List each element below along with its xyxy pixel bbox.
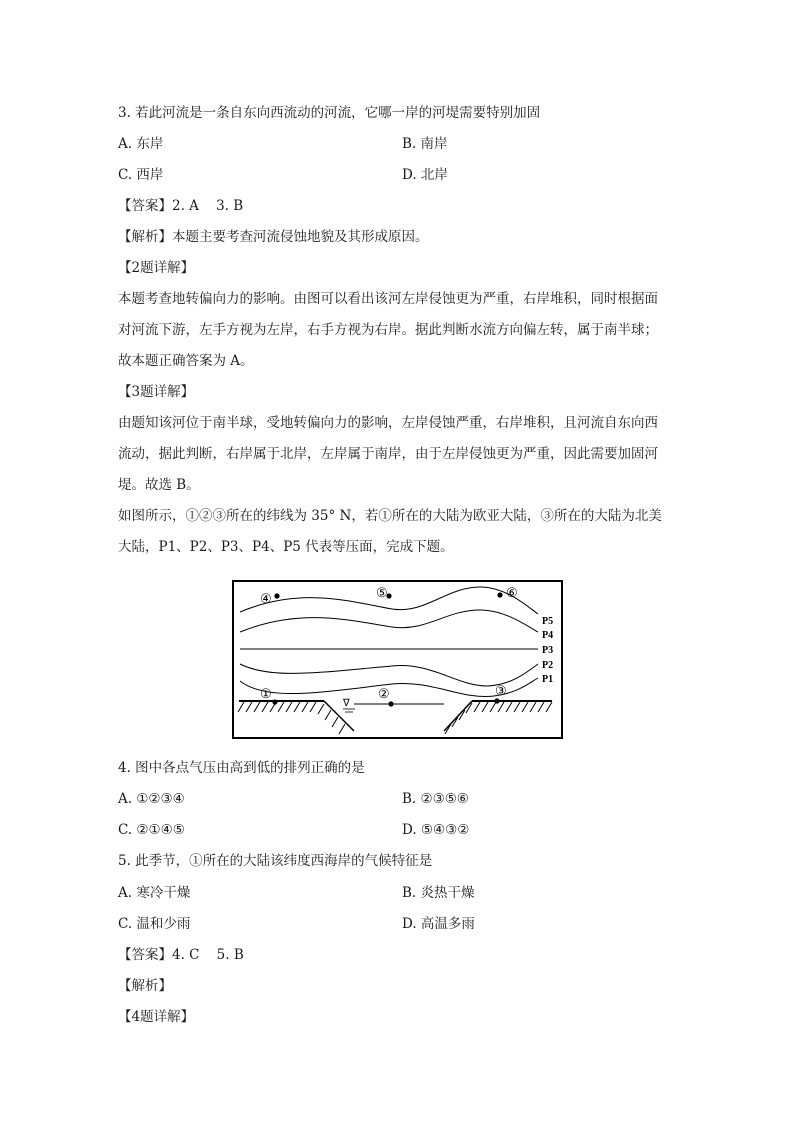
q4-option-a: A. ①②③④ (118, 791, 185, 807)
point-3-label: ③ (495, 683, 507, 698)
point-6-dot (497, 592, 502, 597)
q3-option-a: A. 东岸 (118, 136, 164, 152)
detail2-line: 对河流下游，左手方视为左岸，右手方视为右岸。据此判断水流方向偏左转，属于南半球； (118, 322, 658, 338)
point-4-label: ④ (260, 591, 272, 606)
label-p5: P5 (542, 616, 554, 627)
figure-frame (233, 581, 562, 738)
answer-2-3: 【答案】2. A 3. B (118, 198, 244, 214)
detail2-line: 故本题正确答案为 A。 (118, 353, 254, 369)
water-level-symbol: ∇ (343, 698, 350, 709)
q3-option-d: D. 北岸 (402, 167, 448, 183)
point-1-label: ① (260, 686, 272, 701)
intro-line: 大陆，P1、P2、P3、P4、P5 代表等压面，完成下题。 (118, 539, 454, 555)
q5-option-b: B. 炎热干燥 (402, 885, 475, 901)
label-p1: P1 (542, 674, 554, 685)
q5-stem: 5. 此季节，①所在的大陆该纬度西海岸的气候特征是 (118, 853, 433, 869)
point-5-label: ⑤ (376, 585, 388, 600)
detail2-line: 本题考查地转偏向力的影响。由图可以看出该河左岸侵蚀更为严重，右岸堆积，同时根据面 (118, 291, 658, 307)
detail3-heading: 【3题详解】 (118, 384, 195, 400)
label-p2: P2 (542, 660, 554, 671)
q3-stem: 3. 若此河流是一条自东向西流动的河流，它哪一岸的河堤需要特别加固 (118, 105, 541, 121)
analysis-4-5: 【解析】 (118, 978, 172, 994)
point-2-dot (388, 701, 393, 706)
analysis-2-3: 【解析】本题主要考查河流侵蚀地貌及其形成原因。 (118, 229, 429, 245)
q4-stem: 4. 图中各点气压由高到低的排列正确的是 (118, 760, 365, 776)
intro-line: 如图所示，①②③所在的纬线为 35° N，若①所在的大陆为欧亚大陆，③所在的大陆为北美 (118, 508, 662, 524)
q3-option-c: C. 西岸 (118, 167, 164, 183)
point-4-dot (274, 593, 279, 598)
detail3-line: 流动，据此判断，右岸属于北岸，左岸属于南岸，由于左岸侵蚀更为严重，因此需要加固河 (118, 446, 658, 462)
q5-option-c: C. 温和少雨 (118, 916, 191, 932)
detail2-heading: 【2题详解】 (118, 260, 195, 276)
answer-4-5: 【答案】4. C 5. B (118, 947, 244, 963)
point-1-dot (272, 699, 277, 704)
point-3-dot (494, 698, 499, 703)
point-6-label: ⑥ (506, 585, 518, 600)
q4-option-b: B. ②③⑤⑥ (402, 791, 469, 807)
q5-option-a: A. 寒冷干燥 (118, 885, 191, 901)
detail3-line: 堤。故选 B。 (118, 477, 200, 493)
label-p3: P3 (542, 645, 554, 656)
q3-option-b: B. 南岸 (402, 136, 448, 152)
q5-option-d: D. 高温多雨 (402, 916, 475, 932)
point-2-label: ② (378, 686, 390, 701)
q4-option-d: D. ⑤④③② (402, 822, 470, 838)
detail3-line: 由题知该河位于南半球，受地转偏向力的影响，左岸侵蚀严重，右岸堆积，且河流自东向西 (118, 415, 658, 431)
isobar-diagram (232, 580, 563, 739)
detail4-heading: 【4题详解】 (118, 1009, 195, 1025)
q4-option-c: C. ②①④⑤ (118, 822, 185, 838)
label-p4: P4 (542, 630, 554, 641)
